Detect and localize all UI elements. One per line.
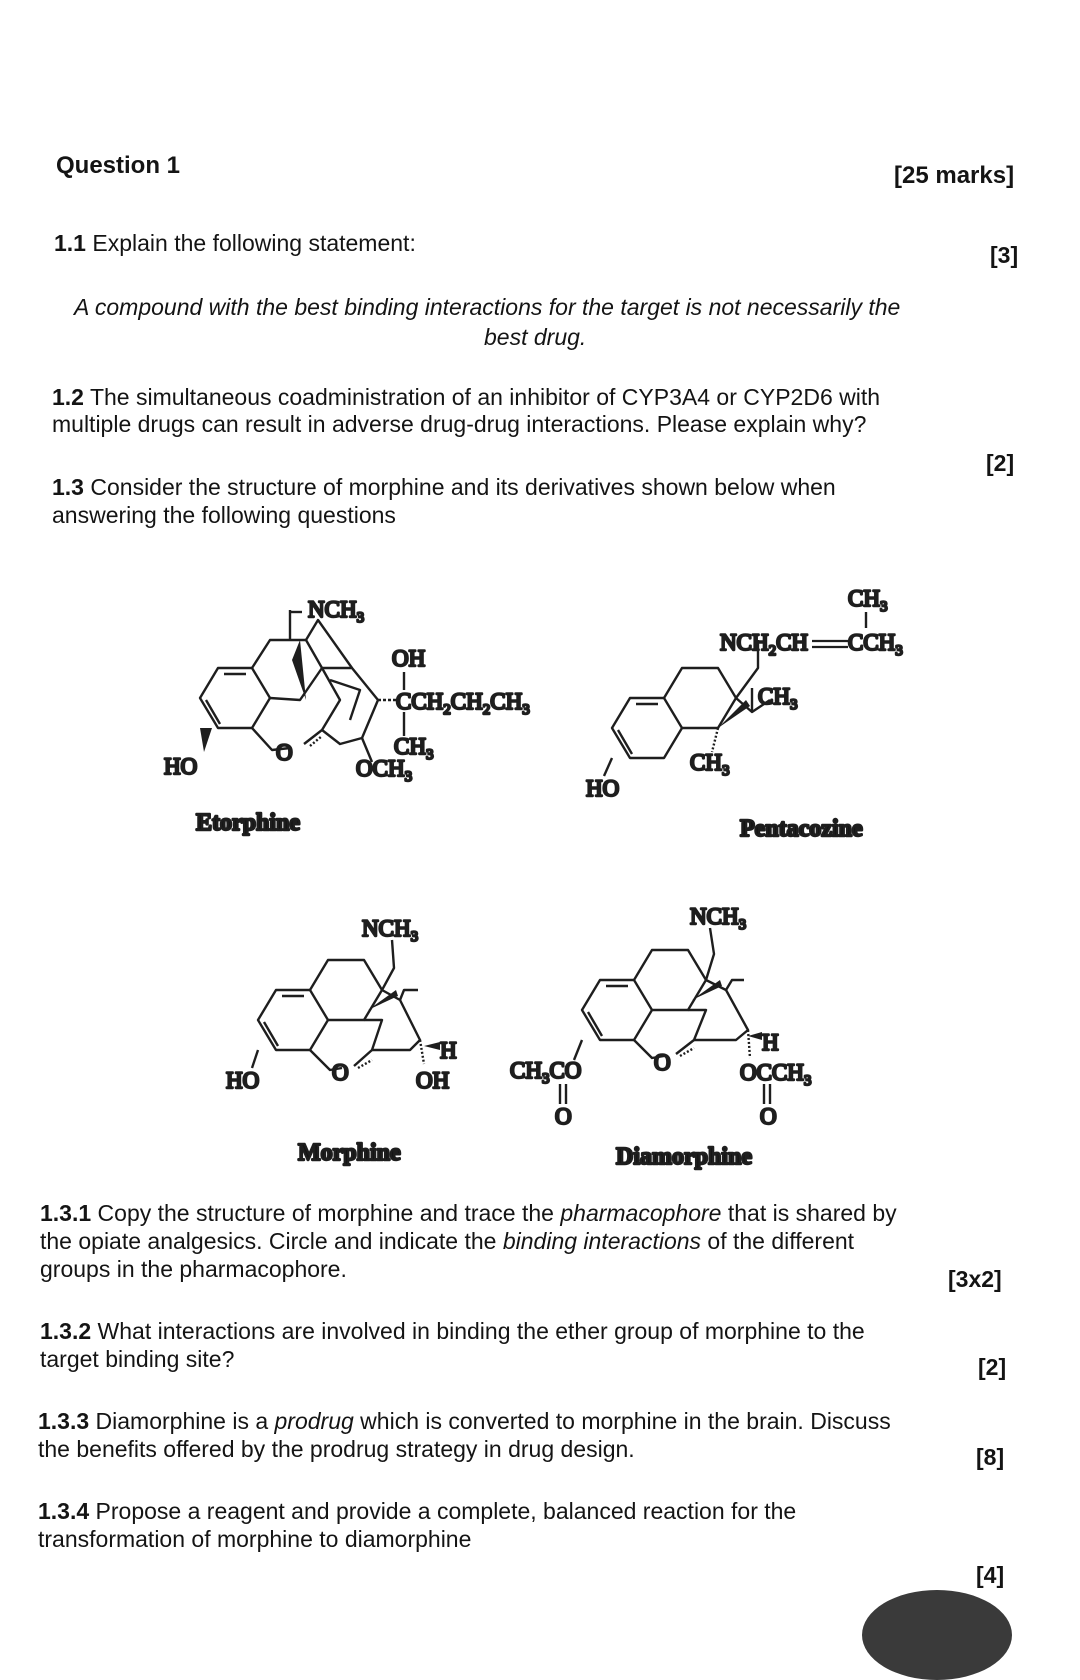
q1-3-2-line1: [40, 1318, 865, 1345]
q1-3-1-line2a: the opiate analgesics. Circle and indicate the: [40, 1228, 503, 1254]
diamorphine-structure: [560, 928, 770, 1104]
q1-3-1-line1: [40, 1200, 897, 1227]
q1-1-number: 1.1: [54, 230, 86, 256]
diamorphine-label-h: H: [762, 1030, 779, 1055]
diamorphine-label-carbonyl-o-right: O: [760, 1104, 777, 1129]
morphine-structure: [252, 940, 440, 1070]
q1-2-marks: [2]: [986, 450, 1015, 476]
diamorphine-label-occh3: $OCCH_3$: [740, 1060, 812, 1089]
morphine-label-oh: OH: [416, 1068, 450, 1093]
question-total-marks: [25 marks]: [894, 162, 1015, 189]
q1-3-3-number: 1.3.3: [38, 1408, 90, 1434]
q1-1-quote-line1: A compound with the best binding interactions for the target is not necessarily the: [74, 294, 901, 320]
etorphine-label-oh: OH: [392, 646, 426, 671]
q1-3-line2: answering the following questions: [52, 502, 396, 528]
q1-2-line1-text: The simultaneous coadministration of an inhibitor of CYP3A4 or CYP2D6 with: [83, 384, 881, 410]
morphine-label-h: H: [440, 1038, 457, 1063]
diamorphine-caption: Diamorphine: [616, 1144, 753, 1170]
q1-3-3-seg2: which is converted to morphine in the brain. Discuss: [353, 1408, 891, 1434]
q1-2-line2: multiple drugs can result in adverse drug-drug interactions. Please explain why?: [52, 411, 867, 437]
morphine-label-nch3: $NCH_3$: [362, 916, 419, 945]
etorphine-label-och3: $OCH_3$: [356, 756, 413, 785]
pentacozine-caption: Pentacozine: [740, 816, 863, 842]
q1-3-1-line2b: of the different: [701, 1228, 855, 1254]
q1-3-4-line1-text: Propose a reagent and provide a complete, balanced reaction for the: [89, 1498, 797, 1524]
q1-3-3-seg1: Diamorphine is a: [89, 1408, 275, 1434]
q1-3-1-line3: groups in the pharmacophore.: [40, 1256, 347, 1282]
etorphine-label-o: O: [276, 740, 293, 765]
q1-3-line1-text: Consider the structure of morphine and its derivatives shown below when: [83, 474, 836, 500]
diamorphine-label-o: O: [654, 1050, 671, 1075]
q1-3-4-marks: [4]: [976, 1562, 1005, 1588]
etorphine-label-ch3: $CH_3$: [394, 734, 434, 763]
q1-3-1-pharmacophore: pharmacophore: [560, 1200, 722, 1226]
q1-3-4-line1: [38, 1498, 796, 1525]
q1-3-3-line2: the benefits offered by the prodrug strategy in drug design.: [38, 1436, 635, 1462]
morphine-label-ho: HO: [226, 1068, 260, 1093]
q1-3-2-number: 1.3.2: [40, 1318, 92, 1344]
q1-1-quote-line2: best drug.: [484, 324, 587, 350]
q1-3-1-seg1: Copy the structure of morphine and trace the: [91, 1200, 561, 1226]
q1-3-2-marks: [2]: [978, 1354, 1007, 1380]
q1-3-4-line2: transformation of morphine to diamorphine: [38, 1526, 472, 1552]
q1-3-2-line1-text: What interactions are involved in binding the ether group of morphine to the: [91, 1318, 865, 1344]
q1-3-number: 1.3: [52, 474, 84, 500]
etorphine-caption: Etorphine: [196, 810, 301, 836]
diamorphine-label-carbonyl-o-left: O: [555, 1104, 572, 1129]
q1-3-2-line2: target binding site?: [40, 1346, 235, 1372]
morphine-caption: Morphine: [298, 1140, 401, 1166]
etorphine-label-nch3: $NCH_3$: [308, 597, 365, 626]
question-title: Question 1: [56, 152, 181, 179]
pentacozine-label-ch3-top: $CH_3$: [848, 586, 888, 615]
pentacozine-label-ho: HO: [586, 776, 620, 801]
corner-shadow: [862, 1590, 1012, 1680]
q1-3-3-marks: [8]: [976, 1444, 1005, 1470]
q1-3-1-number: 1.3.1: [40, 1200, 92, 1226]
q1-3-3-prodrug: prodrug: [274, 1408, 354, 1434]
morphine-label-o: O: [332, 1060, 349, 1085]
pentacozine-label-cch3: $CCH_3$: [848, 630, 903, 659]
pentacozine-label-chain: $NCH_2CH$: [720, 630, 809, 659]
q1-3-1-marks: [3x2]: [948, 1266, 1002, 1292]
diamorphine-label-nch3: $NCH_3$: [690, 904, 747, 933]
diamorphine-label-ch3co: $CH_3CO$: [510, 1058, 582, 1087]
etorphine-structure: [200, 610, 404, 762]
q1-1-marks: [3]: [990, 242, 1019, 268]
q1-3-1-line2: [40, 1228, 854, 1255]
q1-3-3-line1: [38, 1408, 891, 1435]
q1-1-prompt: Explain the following statement:: [85, 230, 416, 256]
q1-3-1-binding-interactions: binding interactions: [502, 1228, 702, 1254]
q1-2-number: 1.2: [52, 384, 84, 410]
pentacozine-label-ch3-bottom: $CH_3$: [690, 750, 730, 779]
etorphine-label-chain: $CCH_2CH_2CH_3$: [396, 689, 530, 718]
q1-3-4-number: 1.3.4: [38, 1498, 90, 1524]
q1-3-1-seg2: that is shared by: [721, 1200, 897, 1226]
etorphine-label-ho: HO: [164, 754, 198, 779]
pentacozine-label-ch3-ring: $CH_3$: [758, 684, 798, 713]
